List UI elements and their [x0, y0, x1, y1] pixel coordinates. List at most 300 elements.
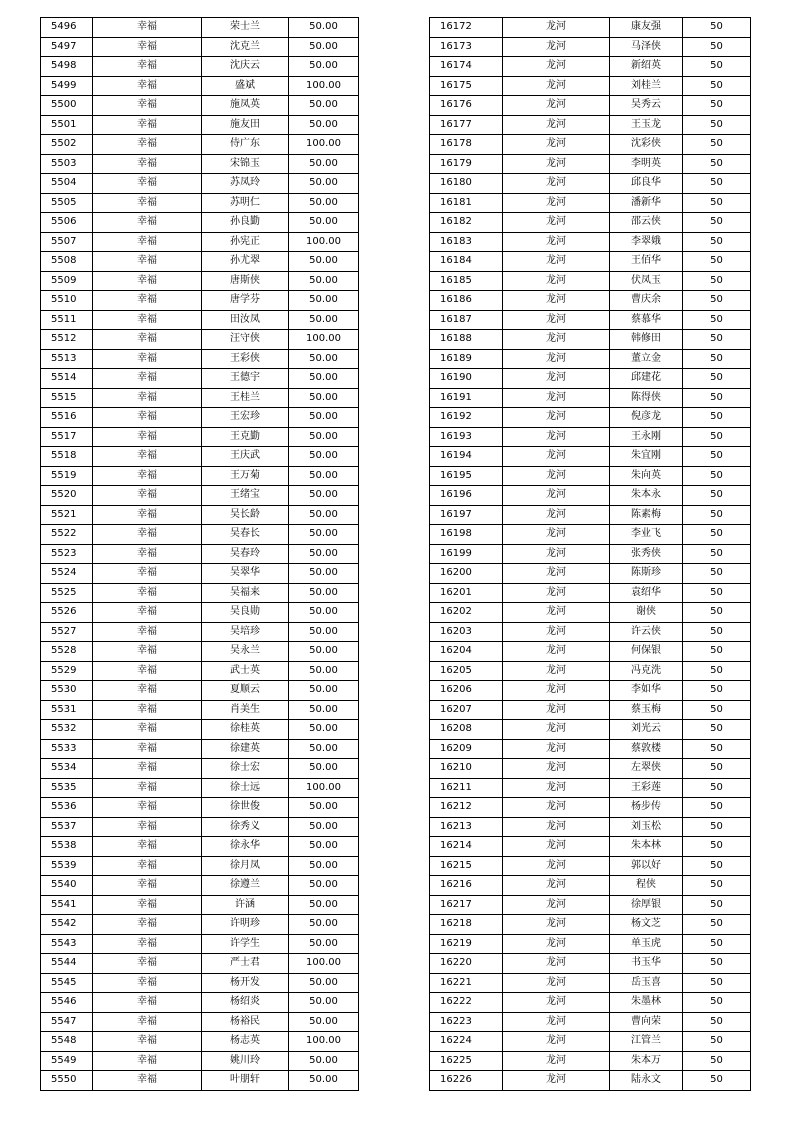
subsidy-amount: 50	[683, 57, 751, 77]
record-number: 16217	[430, 895, 503, 915]
table-row	[41, 252, 359, 272]
table-row	[430, 837, 751, 857]
person-name: 孙良勤	[202, 213, 289, 233]
subsidy-amount: 50.00	[289, 700, 359, 720]
subsidy-amount: 50	[683, 76, 751, 96]
village-name: 幸福	[93, 739, 202, 759]
village-name: 龙河	[503, 661, 610, 681]
subsidy-amount: 50	[683, 213, 751, 233]
person-name: 杨步传	[610, 798, 683, 818]
table-row	[430, 271, 751, 291]
subsidy-amount: 50.00	[289, 447, 359, 467]
village-name: 幸福	[93, 154, 202, 174]
subsidy-amount: 50	[683, 330, 751, 350]
subsidy-amount: 50	[683, 895, 751, 915]
subsidy-amount: 50	[683, 525, 751, 545]
village-name: 龙河	[503, 1012, 610, 1032]
person-name: 徐世俊	[202, 798, 289, 818]
record-number: 16202	[430, 603, 503, 623]
person-name: 许学生	[202, 934, 289, 954]
person-name: 何保银	[610, 642, 683, 662]
record-number: 16181	[430, 193, 503, 213]
village-name: 幸福	[93, 427, 202, 447]
record-number: 16190	[430, 369, 503, 389]
person-name: 徐士远	[202, 778, 289, 798]
record-number: 5548	[41, 1032, 93, 1052]
person-name: 徐永华	[202, 837, 289, 857]
table-row	[41, 193, 359, 213]
village-name: 龙河	[503, 76, 610, 96]
table-row	[430, 427, 751, 447]
record-number: 16195	[430, 466, 503, 486]
village-name: 幸福	[93, 954, 202, 974]
village-name: 幸福	[93, 720, 202, 740]
subsidy-amount: 50.00	[289, 193, 359, 213]
subsidy-amount: 50	[683, 466, 751, 486]
table-row	[41, 993, 359, 1013]
person-name: 冯克洗	[610, 661, 683, 681]
person-name: 王宏珍	[202, 408, 289, 428]
person-name: 朱本永	[610, 486, 683, 506]
record-number: 16200	[430, 564, 503, 584]
person-name: 陈素梅	[610, 505, 683, 525]
table-row	[430, 193, 751, 213]
table-row	[430, 349, 751, 369]
record-number: 5499	[41, 76, 93, 96]
person-name: 潘新华	[610, 193, 683, 213]
person-name: 吴长龄	[202, 505, 289, 525]
table-row	[41, 778, 359, 798]
village-name: 幸福	[93, 1012, 202, 1032]
person-name: 徐厚银	[610, 895, 683, 915]
subsidy-amount: 50	[683, 954, 751, 974]
person-name: 许明珍	[202, 915, 289, 935]
person-name: 宋锦玉	[202, 154, 289, 174]
village-name: 龙河	[503, 310, 610, 330]
record-number: 16209	[430, 739, 503, 759]
subsidy-amount: 100.00	[289, 778, 359, 798]
subsidy-amount: 50.00	[289, 271, 359, 291]
table-row	[41, 915, 359, 935]
record-number: 16219	[430, 934, 503, 954]
record-number: 5549	[41, 1051, 93, 1071]
subsidy-amount: 50	[683, 798, 751, 818]
subsidy-amount: 50	[683, 993, 751, 1013]
table-row	[430, 447, 751, 467]
subsidy-amount: 50	[683, 661, 751, 681]
record-number: 16210	[430, 759, 503, 779]
subsidy-amount: 50	[683, 369, 751, 389]
subsidy-amount: 50.00	[289, 466, 359, 486]
subsidy-amount: 50.00	[289, 174, 359, 194]
table-row	[41, 720, 359, 740]
subsidy-amount: 50	[683, 759, 751, 779]
village-name: 幸福	[93, 856, 202, 876]
subsidy-amount: 50	[683, 915, 751, 935]
table-row	[41, 174, 359, 194]
village-name: 龙河	[503, 115, 610, 135]
table-row	[430, 310, 751, 330]
village-name: 龙河	[503, 447, 610, 467]
person-name: 姚川玲	[202, 1051, 289, 1071]
village-name: 龙河	[503, 564, 610, 584]
table-row	[41, 895, 359, 915]
subsidy-amount: 50	[683, 622, 751, 642]
record-number: 16196	[430, 486, 503, 506]
record-number: 5497	[41, 37, 93, 57]
table-row	[430, 57, 751, 77]
table-row	[41, 544, 359, 564]
table-row	[41, 681, 359, 701]
table-row	[41, 817, 359, 837]
person-name: 沈克兰	[202, 37, 289, 57]
person-name: 邱建花	[610, 369, 683, 389]
subsidy-amount: 50.00	[289, 96, 359, 116]
record-number: 5517	[41, 427, 93, 447]
person-name: 盛斌	[202, 76, 289, 96]
village-name: 幸福	[93, 505, 202, 525]
village-name: 幸福	[93, 583, 202, 603]
table-row	[430, 739, 751, 759]
person-name: 徐遵兰	[202, 876, 289, 896]
record-number: 16194	[430, 447, 503, 467]
table-row	[41, 310, 359, 330]
record-number: 16223	[430, 1012, 503, 1032]
table-row	[41, 291, 359, 311]
table-row	[430, 954, 751, 974]
record-number: 16178	[430, 135, 503, 155]
person-name: 沈彩侠	[610, 135, 683, 155]
subsidy-amount: 50.00	[289, 642, 359, 662]
village-name: 龙河	[503, 915, 610, 935]
record-number: 5547	[41, 1012, 93, 1032]
subsidy-amount: 50.00	[289, 603, 359, 623]
person-name: 徐秀义	[202, 817, 289, 837]
subsidy-amount: 50.00	[289, 1051, 359, 1071]
record-number: 5515	[41, 388, 93, 408]
person-name: 谢侠	[610, 603, 683, 623]
record-number: 16192	[430, 408, 503, 428]
record-number: 5541	[41, 895, 93, 915]
person-name: 许涵	[202, 895, 289, 915]
village-name: 幸福	[93, 57, 202, 77]
village-name: 幸福	[93, 252, 202, 272]
table-row	[430, 1032, 751, 1052]
record-number: 5544	[41, 954, 93, 974]
table-row	[41, 954, 359, 974]
village-name: 幸福	[93, 408, 202, 428]
person-name: 蔡慕华	[610, 310, 683, 330]
subsidy-amount: 50.00	[289, 505, 359, 525]
record-number: 5505	[41, 193, 93, 213]
person-name: 邵云侠	[610, 213, 683, 233]
subsidy-amount: 50.00	[289, 544, 359, 564]
subsidy-amount: 100.00	[289, 232, 359, 252]
table-row	[430, 583, 751, 603]
record-number: 5516	[41, 408, 93, 428]
record-number: 5526	[41, 603, 93, 623]
village-name: 幸福	[93, 115, 202, 135]
village-name: 幸福	[93, 486, 202, 506]
record-number: 16226	[430, 1071, 503, 1091]
table-row	[41, 447, 359, 467]
table-row	[430, 213, 751, 233]
person-name: 书玉华	[610, 954, 683, 974]
subsidy-amount: 50	[683, 1012, 751, 1032]
table-row	[430, 798, 751, 818]
village-name: 龙河	[503, 213, 610, 233]
table-row	[41, 505, 359, 525]
village-name: 龙河	[503, 993, 610, 1013]
table-row	[430, 1071, 751, 1091]
village-name: 幸福	[93, 271, 202, 291]
subsidy-amount: 50	[683, 349, 751, 369]
subsidy-amount: 50	[683, 505, 751, 525]
subsidy-amount: 50	[683, 18, 751, 38]
record-number: 16172	[430, 18, 503, 38]
record-number: 5545	[41, 973, 93, 993]
village-name: 幸福	[93, 525, 202, 545]
subsidy-amount: 50.00	[289, 622, 359, 642]
village-name: 龙河	[503, 583, 610, 603]
village-name: 幸福	[93, 778, 202, 798]
table-row	[41, 973, 359, 993]
subsidy-amount: 50.00	[289, 388, 359, 408]
person-name: 左翠侠	[610, 759, 683, 779]
village-name: 幸福	[93, 895, 202, 915]
record-number: 5524	[41, 564, 93, 584]
record-number: 5511	[41, 310, 93, 330]
person-name: 吴秀云	[610, 96, 683, 116]
person-name: 王彩莲	[610, 778, 683, 798]
record-number: 5550	[41, 1071, 93, 1091]
village-name: 幸福	[93, 193, 202, 213]
subsidy-amount: 50	[683, 37, 751, 57]
person-name: 江管兰	[610, 1032, 683, 1052]
village-name: 幸福	[93, 837, 202, 857]
village-name: 龙河	[503, 57, 610, 77]
table-row	[41, 369, 359, 389]
table-row	[41, 57, 359, 77]
table-row	[430, 544, 751, 564]
village-name: 幸福	[93, 76, 202, 96]
table-row	[41, 856, 359, 876]
subsidy-amount: 50	[683, 115, 751, 135]
table-row	[41, 408, 359, 428]
record-number: 16225	[430, 1051, 503, 1071]
person-name: 李翠娥	[610, 232, 683, 252]
person-name: 夏顺云	[202, 681, 289, 701]
subsidy-amount: 50.00	[289, 154, 359, 174]
table-row	[430, 408, 751, 428]
record-number: 5533	[41, 739, 93, 759]
table-row	[430, 154, 751, 174]
subsidy-amount: 50.00	[289, 739, 359, 759]
table-row	[41, 76, 359, 96]
person-name: 徐桂英	[202, 720, 289, 740]
record-number: 16177	[430, 115, 503, 135]
person-name: 叶朋轩	[202, 1071, 289, 1091]
table-row	[430, 564, 751, 584]
record-number: 5509	[41, 271, 93, 291]
person-name: 王德宇	[202, 369, 289, 389]
subsidy-amount: 50	[683, 681, 751, 701]
table-row	[430, 291, 751, 311]
subsidy-amount: 50.00	[289, 973, 359, 993]
table-row	[430, 252, 751, 272]
record-number: 16215	[430, 856, 503, 876]
village-name: 龙河	[503, 798, 610, 818]
subsidy-amount: 50.00	[289, 681, 359, 701]
village-name: 幸福	[93, 661, 202, 681]
subsidy-amount: 50.00	[289, 18, 359, 38]
person-name: 王桂兰	[202, 388, 289, 408]
village-name: 幸福	[93, 291, 202, 311]
table-row	[430, 973, 751, 993]
table-row	[430, 603, 751, 623]
person-name: 陈斯珍	[610, 564, 683, 584]
record-number: 16211	[430, 778, 503, 798]
village-name: 幸福	[93, 213, 202, 233]
record-number: 5539	[41, 856, 93, 876]
person-name: 唐学芬	[202, 291, 289, 311]
table-row	[430, 369, 751, 389]
subsidy-amount: 50.00	[289, 252, 359, 272]
person-name: 马泽侠	[610, 37, 683, 57]
table-row	[430, 76, 751, 96]
record-number: 5501	[41, 115, 93, 135]
subsidy-amount: 50	[683, 856, 751, 876]
village-name: 幸福	[93, 544, 202, 564]
table-row	[41, 115, 359, 135]
table-row	[41, 135, 359, 155]
table-row	[41, 37, 359, 57]
record-number: 16204	[430, 642, 503, 662]
subsidy-amount: 50.00	[289, 1071, 359, 1091]
subsidy-amount: 50.00	[289, 408, 359, 428]
record-number: 5546	[41, 993, 93, 1013]
person-name: 徐士宏	[202, 759, 289, 779]
subsidy-amount: 50	[683, 1032, 751, 1052]
subsidy-amount: 100.00	[289, 954, 359, 974]
person-name: 唐斯侠	[202, 271, 289, 291]
village-name: 幸福	[93, 915, 202, 935]
subsidy-amount: 50	[683, 837, 751, 857]
subsidy-amount: 50	[683, 934, 751, 954]
record-number: 16191	[430, 388, 503, 408]
subsidy-amount: 50	[683, 817, 751, 837]
table-row	[41, 213, 359, 233]
table-row	[41, 642, 359, 662]
person-name: 王永刚	[610, 427, 683, 447]
record-number: 16224	[430, 1032, 503, 1052]
person-name: 杨绍炎	[202, 993, 289, 1013]
subsidy-amount: 50	[683, 174, 751, 194]
record-number: 16197	[430, 505, 503, 525]
subsidy-amount: 50.00	[289, 115, 359, 135]
person-name: 王玉龙	[610, 115, 683, 135]
subsidy-amount: 50	[683, 778, 751, 798]
village-name: 幸福	[93, 993, 202, 1013]
village-name: 幸福	[93, 603, 202, 623]
village-name: 龙河	[503, 934, 610, 954]
person-name: 田汝凤	[202, 310, 289, 330]
record-number: 5538	[41, 837, 93, 857]
subsidy-amount: 50.00	[289, 993, 359, 1013]
person-name: 苏凤玲	[202, 174, 289, 194]
subsidy-amount: 50.00	[289, 349, 359, 369]
table-row	[430, 466, 751, 486]
village-name: 幸福	[93, 1071, 202, 1091]
table-row	[430, 759, 751, 779]
village-name: 幸福	[93, 388, 202, 408]
village-name: 幸福	[93, 369, 202, 389]
table-row	[430, 856, 751, 876]
village-name: 幸福	[93, 232, 202, 252]
subsidy-amount: 50.00	[289, 369, 359, 389]
table-row	[41, 96, 359, 116]
table-row	[41, 349, 359, 369]
record-number: 16199	[430, 544, 503, 564]
subsidy-amount: 50.00	[289, 213, 359, 233]
table-row	[41, 427, 359, 447]
table-row	[430, 388, 751, 408]
subsidy-amount: 100.00	[289, 135, 359, 155]
subsidy-amount: 50.00	[289, 661, 359, 681]
table-row	[41, 759, 359, 779]
subsidy-amount: 50	[683, 252, 751, 272]
subsidy-amount: 50.00	[289, 915, 359, 935]
table-row	[430, 700, 751, 720]
table-row	[41, 1012, 359, 1032]
record-number: 16216	[430, 876, 503, 896]
village-name: 龙河	[503, 1032, 610, 1052]
table-row	[41, 18, 359, 38]
record-number: 5523	[41, 544, 93, 564]
subsidy-amount: 50	[683, 564, 751, 584]
person-name: 孙尤翠	[202, 252, 289, 272]
record-number: 5508	[41, 252, 93, 272]
subsidy-amount: 50.00	[289, 720, 359, 740]
village-name: 龙河	[503, 135, 610, 155]
person-name: 刘光云	[610, 720, 683, 740]
record-number: 5510	[41, 291, 93, 311]
village-name: 幸福	[93, 973, 202, 993]
village-name: 龙河	[503, 505, 610, 525]
village-name: 龙河	[503, 291, 610, 311]
person-name: 邱良华	[610, 174, 683, 194]
record-number: 5496	[41, 18, 93, 38]
record-number: 5536	[41, 798, 93, 818]
person-name: 李业飞	[610, 525, 683, 545]
village-name: 龙河	[503, 700, 610, 720]
table-row	[430, 37, 751, 57]
person-name: 杨文芝	[610, 915, 683, 935]
subsidy-amount: 50	[683, 876, 751, 896]
record-number: 5504	[41, 174, 93, 194]
person-name: 蔡玉梅	[610, 700, 683, 720]
record-number: 16201	[430, 583, 503, 603]
village-name: 龙河	[503, 408, 610, 428]
village-name: 幸福	[93, 37, 202, 57]
record-number: 5542	[41, 915, 93, 935]
table-row	[41, 837, 359, 857]
person-name: 施友田	[202, 115, 289, 135]
person-name: 朱宜刚	[610, 447, 683, 467]
village-name: 龙河	[503, 330, 610, 350]
subsidy-amount: 50.00	[289, 564, 359, 584]
table-row	[41, 622, 359, 642]
